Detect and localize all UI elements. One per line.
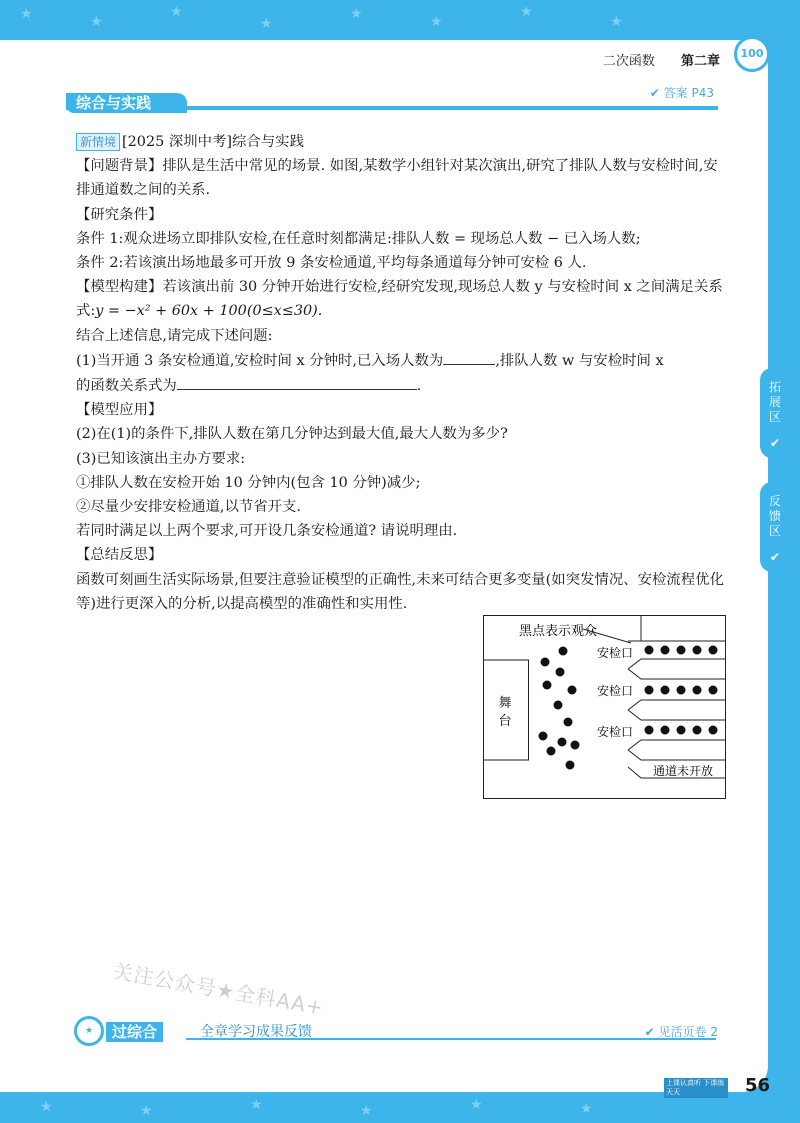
answer-ref-text: 答案 P43 [663, 86, 714, 100]
conditions-heading: 【研究条件】 [76, 206, 163, 223]
mascot-logo-icon: 100 [734, 36, 770, 72]
audience-dot [547, 747, 556, 756]
queue-diagram [483, 615, 728, 805]
q1-text-a: (1)当开通 3 条安检通道,安检时间 x 分钟时,已入场人数为 [76, 352, 444, 369]
gate-label-2: 安检口 [597, 684, 634, 698]
queue-dot [661, 686, 670, 695]
audience-dot [566, 761, 575, 770]
crowd-dots [539, 647, 580, 770]
question-3-ask: 若同时满足以上两个要求,可开设几条安检通道? 请说明理由. [76, 523, 458, 540]
section-title: 综合与实践 [66, 93, 187, 113]
closed-lane-label: 通道未开放 [653, 764, 714, 778]
audience-dot [539, 732, 548, 741]
audience-dot [554, 701, 563, 710]
question-3: (3)已知该演出主办方要求: [76, 450, 246, 467]
condition-1: 条件 1:观众进场立即排队安检,在任意时刻都满足:排队人数 = 现场总人数 − 已入场人数; [76, 230, 641, 247]
q1-blank-admitted[interactable] [443, 348, 495, 365]
stage-label-2: 台 [498, 714, 512, 729]
problem-source: [2025 深圳中考]综合与实践 [122, 134, 304, 150]
audience-dot [541, 658, 550, 667]
queue-dot [677, 726, 686, 735]
q1-period: . [416, 378, 422, 395]
queue-dot [693, 686, 702, 695]
gate-label-3: 安检口 [597, 725, 634, 739]
stage-label-1: 舞 [498, 696, 512, 711]
queue-dot [709, 686, 718, 695]
requirement-2: ②尽量少安排安检通道,以节省开支. [76, 499, 302, 516]
audience-dot [559, 647, 568, 656]
audience-dot [568, 686, 577, 695]
queue-dot [645, 726, 654, 735]
queue-dot [709, 646, 718, 655]
side-tab-expand-label: 拓展区 [768, 380, 781, 424]
model-build [76, 275, 730, 323]
running-header [603, 50, 720, 69]
model-build-text: 【模型构建】若该演出前 30 分钟开始进行安检,经研究发现,现场总人数 y 与安检时间 x 之间满足关系式: [76, 279, 723, 320]
queue-dot [709, 726, 718, 735]
q1-blank-function[interactable] [177, 373, 417, 390]
chapter-footer [66, 1020, 718, 1042]
queue-dot [677, 646, 686, 655]
legend-text: 黑点表示观众 [519, 624, 598, 639]
header-subject: 二次函数 [602, 54, 655, 69]
model-formula: y = −x² + 60x + 100(0≤x≤30). [95, 303, 323, 320]
condition-2: 条件 2:若该演出场地最多可开放 9 条安检通道,平均每条通道每分钟可安检 6 人. [76, 255, 587, 272]
footer-reference [645, 1023, 718, 1040]
queue-dot [645, 646, 654, 655]
q1-text-c: 的函数关系式为 [76, 378, 177, 395]
side-tab-feedback[interactable] [760, 482, 800, 572]
footer-subtitle: 全章学习成果反馈 [200, 1024, 312, 1040]
queue-dot [693, 726, 702, 735]
side-tab-expand[interactable] [760, 368, 800, 458]
q1-text-b: ,排队人数 w 与安检时间 x [495, 352, 664, 369]
lane-lines [628, 615, 725, 778]
check-icon: ✔ [770, 436, 781, 450]
page-number: 56 [744, 1075, 770, 1096]
queue-dot [693, 646, 702, 655]
new-context-tag: 新情境 [76, 133, 120, 151]
border-stars-bottom: ★ ★ ★ ★ ★ ★ [40, 1097, 593, 1119]
combine-instruction: 结合上述信息,请完成下述问题: [76, 327, 273, 344]
question-1 [76, 348, 730, 373]
answer-reference [650, 84, 714, 101]
footer-ref-text: 见活页卷 2 [658, 1025, 718, 1039]
footer-label: 过综合 [106, 1022, 163, 1042]
check-icon: ✔ [770, 550, 781, 564]
audience-dot [543, 681, 552, 690]
border-stars: ★ ★ ★ ★ ★ ★ ★ ★ [20, 4, 623, 32]
question-2: (2)在(1)的条件下,排队人数在第几分钟达到最大值,最大人数为多少? [76, 426, 508, 443]
watermark: 关注公众号★全科AA+ [111, 958, 326, 1020]
footer-mascot-icon: ★ [74, 1016, 104, 1046]
queue-dot [661, 646, 670, 655]
audience-dot [564, 718, 573, 727]
check-icon: ✔ [649, 86, 660, 100]
check-icon: ✔ [644, 1025, 655, 1039]
header-chapter: 第二章 [680, 54, 720, 69]
application-heading: 【模型应用】 [76, 402, 163, 419]
gate-label-1: 安检口 [597, 646, 634, 660]
queue-dot [645, 686, 654, 695]
summary-heading: 【总结反思】 [76, 547, 163, 564]
slogan-badge: 上课认真听 下课练天天 [664, 1078, 728, 1098]
problem-source-line [76, 130, 730, 154]
problem-content [76, 130, 730, 616]
side-tab-feedback-label: 反馈区 [768, 494, 781, 538]
audience-dot [571, 741, 580, 750]
queue-dot [677, 686, 686, 695]
requirement-1: ①排队人数在安检开始 10 分钟内(包含 10 分钟)减少; [76, 474, 421, 491]
section-banner [66, 93, 718, 113]
summary-text: 函数可刻画生活实际场景,但要注意验证模型的正确性,未来可结合更多变量(如突发情况、安检流程优化等)进行更深入的分析,以提高模型的准确性和实用性. [76, 571, 724, 612]
queue-dot [661, 726, 670, 735]
audience-dot [556, 668, 565, 677]
question-1-cont [76, 373, 730, 398]
problem-background: 【问题背景】排队是生活中常见的场景. 如图,某数学小组针对某次演出,研究了排队人数与安检时间,安排通道数之间的关系. [76, 158, 718, 199]
audience-dot [558, 738, 567, 747]
